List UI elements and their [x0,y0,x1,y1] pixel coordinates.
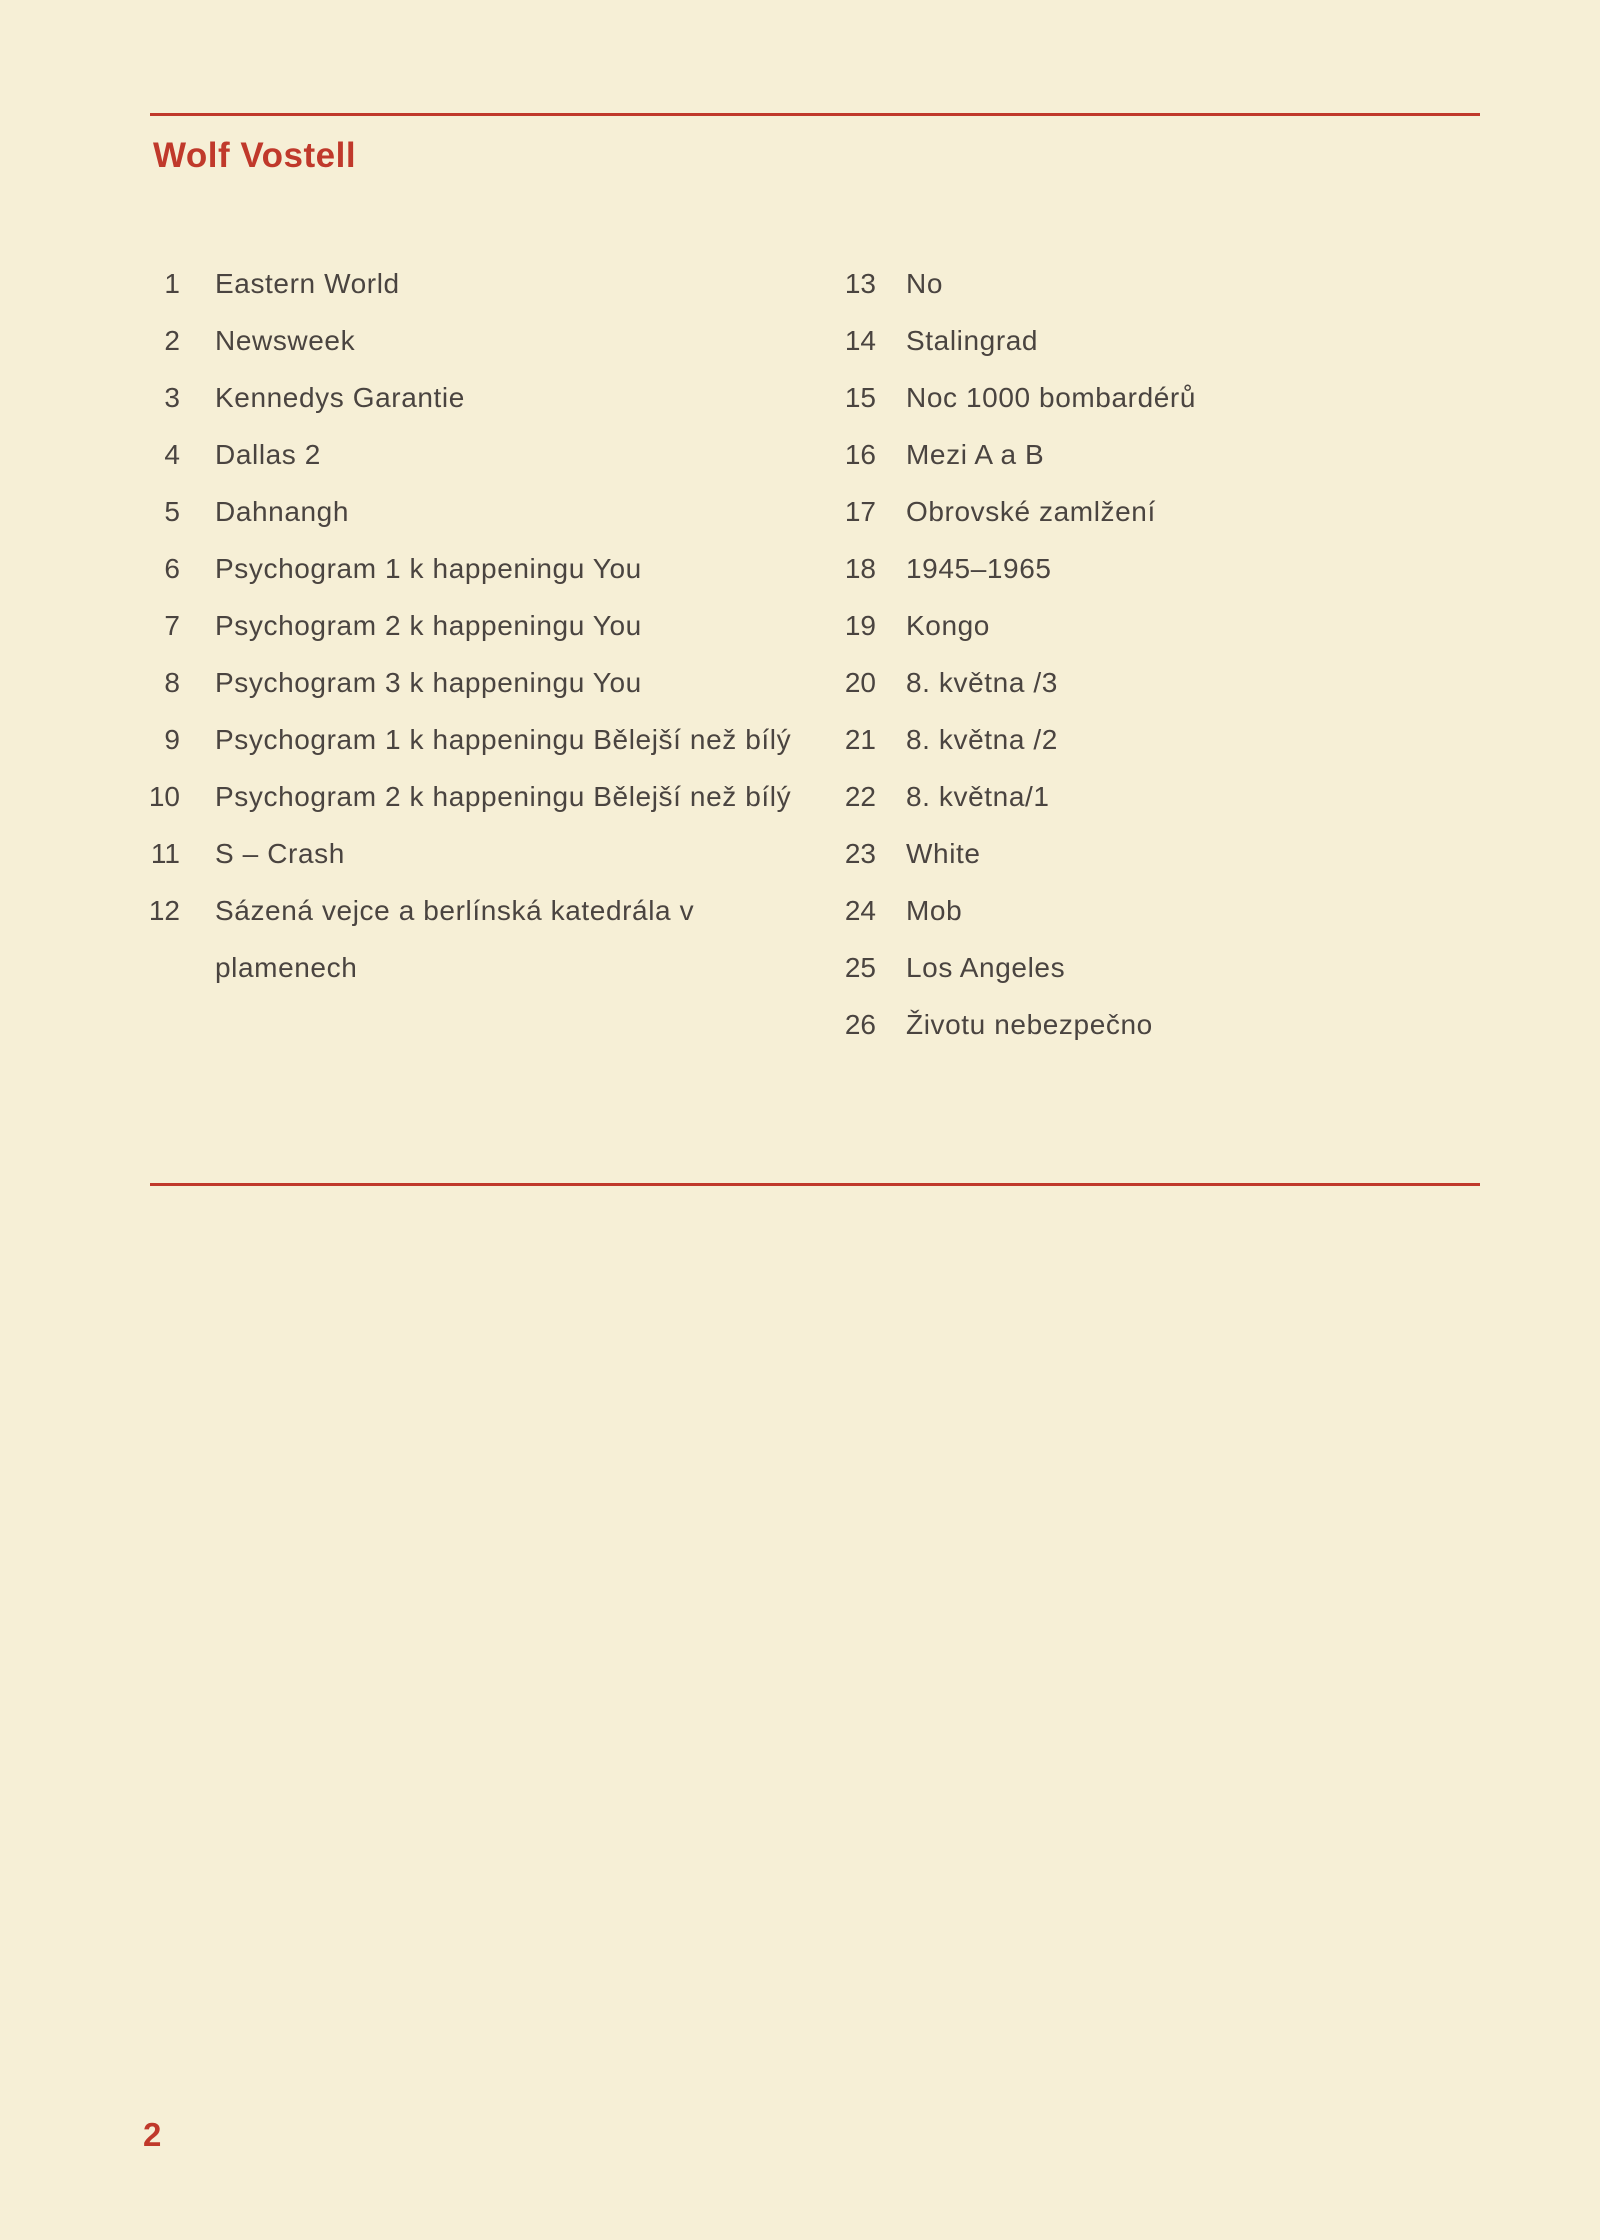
work-number: 9 [164,724,180,755]
work-title: Kennedys Garantie [215,382,465,413]
work-item [140,426,820,483]
work-title: 8. května /3 [906,667,1058,698]
work-title: Obrovské zamlžení [906,496,1156,527]
work-number: 23 [844,838,876,869]
work-item [140,711,820,768]
work-number: 14 [844,325,876,356]
work-item [140,369,820,426]
work-number: 1 [164,268,180,299]
work-title: Mezi A a B [906,439,1045,470]
work-title: Dahnangh [215,496,350,527]
work-item [830,369,1390,426]
work-item [830,939,1390,996]
work-title: Psychogram 2 k happeningu Bělejší než bílý [215,781,792,812]
work-item [140,654,820,711]
work-title: 8. května /2 [906,724,1058,755]
work-title: Newsweek [215,325,356,356]
work-item [830,255,1390,312]
work-title: No [906,268,943,299]
work-title: Životu nebezpečno [906,1009,1153,1040]
work-item [830,654,1390,711]
work-title: S – Crash [215,838,345,869]
work-item [830,996,1390,1053]
work-number: 22 [844,781,876,812]
work-item [140,255,820,312]
work-item [830,768,1390,825]
work-number: 21 [844,724,876,755]
work-number: 5 [164,496,180,527]
work-number: 10 [148,781,180,812]
work-number: 3 [164,382,180,413]
work-title: Mob [906,895,963,926]
work-item [830,540,1390,597]
work-number: 12 [148,895,180,926]
work-number: 20 [844,667,876,698]
work-title: White [906,838,981,869]
work-item [830,711,1390,768]
work-number: 25 [844,952,876,983]
work-item [830,597,1390,654]
work-number: 15 [844,382,876,413]
work-number: 17 [844,496,876,527]
page-number: 2 [143,2116,162,2153]
work-item [140,597,820,654]
work-title: Kongo [906,610,990,641]
top-rule [150,113,1480,116]
works-list-right [830,255,1390,1053]
work-item [140,768,820,825]
work-item [830,882,1390,939]
work-title: Psychogram 3 k happeningu You [215,667,642,698]
work-item [140,882,820,996]
work-item [830,483,1390,540]
work-number: 2 [164,325,180,356]
work-title: Sázená vejce a berlínská katedrála v plamenech [215,895,695,983]
work-number: 7 [164,610,180,641]
work-item [830,312,1390,369]
work-title: Noc 1000 bombardérů [906,382,1197,413]
work-title: Stalingrad [906,325,1039,356]
work-title: Psychogram 1 k happeningu You [215,553,642,584]
work-title: Los Angeles [906,952,1066,983]
work-number: 13 [844,268,876,299]
works-list-left [140,255,820,996]
work-item [830,825,1390,882]
work-title: 8. května/1 [906,781,1050,812]
work-number: 8 [164,667,180,698]
bottom-rule [150,1183,1480,1186]
work-item [140,825,820,882]
work-number: 4 [164,439,180,470]
work-number: 16 [844,439,876,470]
work-number: 19 [844,610,876,641]
work-title: Psychogram 1 k happeningu Bělejší než bílý [215,724,792,755]
work-item [140,540,820,597]
work-number: 11 [150,838,180,869]
work-number: 24 [844,895,876,926]
work-item [140,312,820,369]
artist-name-heading: Wolf Vostell [153,136,357,175]
work-number: 26 [844,1009,876,1040]
work-number: 18 [844,553,876,584]
work-title: Eastern World [215,268,400,299]
work-item [830,426,1390,483]
work-title: Psychogram 2 k happeningu You [215,610,642,641]
work-number: 6 [164,553,180,584]
work-title: 1945–1965 [906,553,1052,584]
work-title: Dallas 2 [215,439,321,470]
work-item [140,483,820,540]
